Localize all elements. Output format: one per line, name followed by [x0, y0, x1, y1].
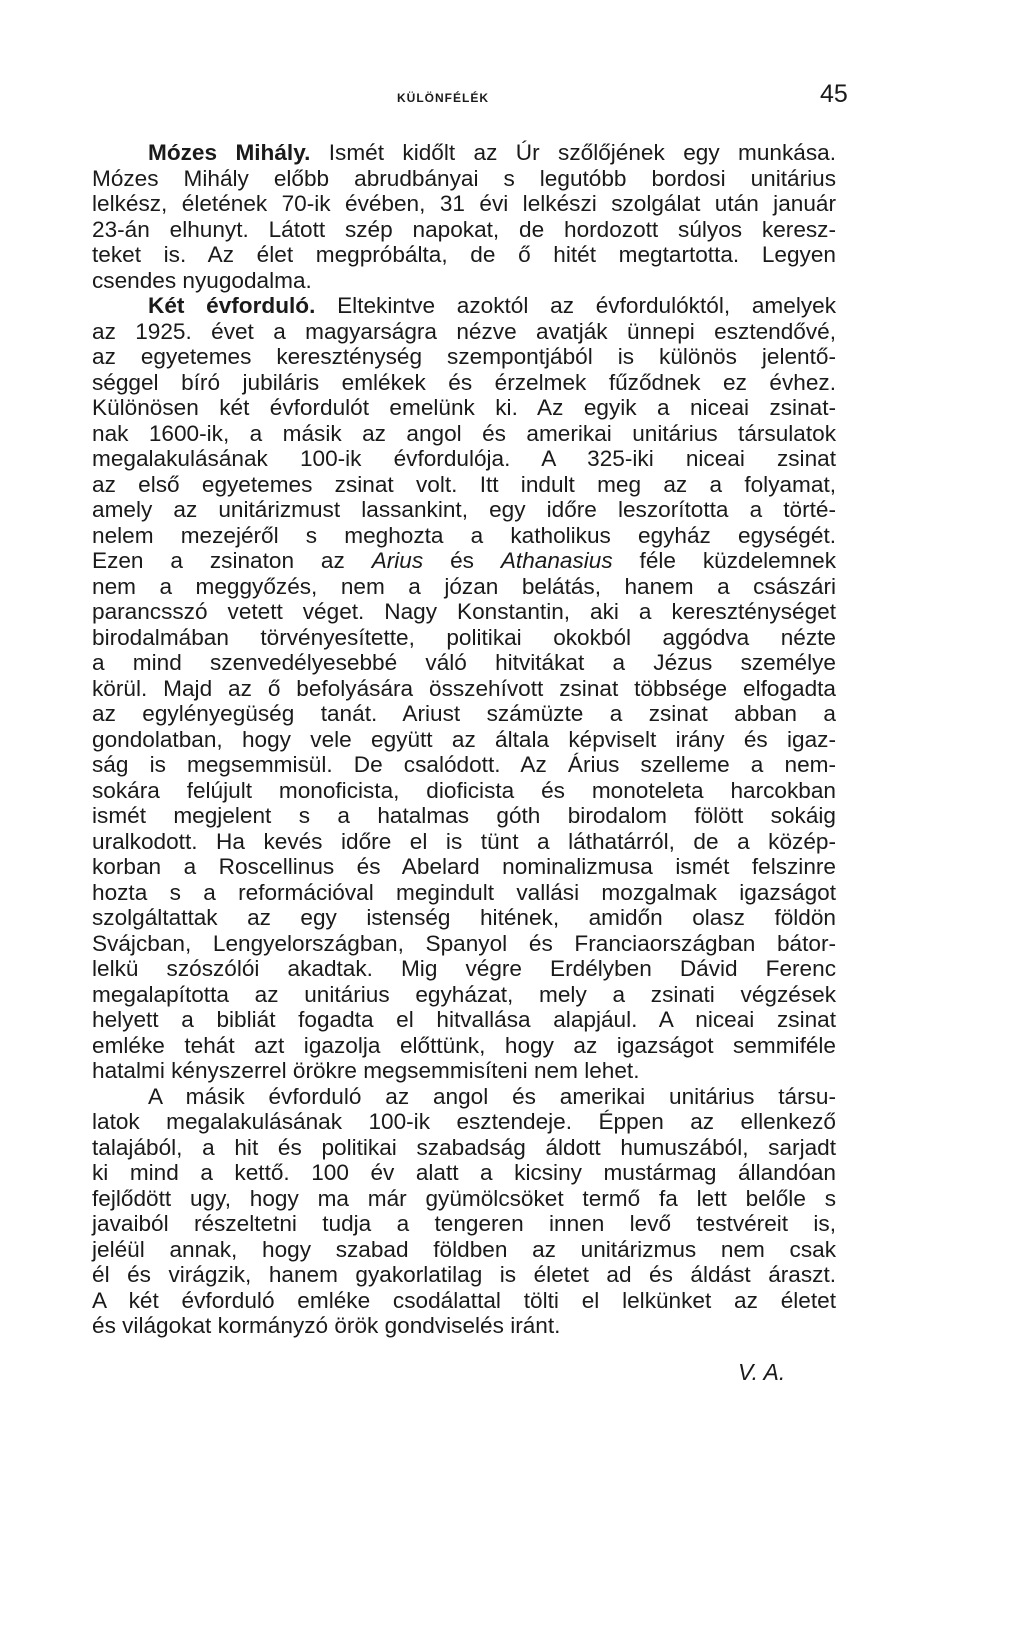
- text-line: az egyetemes kereszténység szempontjából is különös jelentő-: [92, 344, 836, 369]
- author-signature: V. A.: [738, 1359, 786, 1385]
- text-line: uralkodott. Ha kevés időre el is tünt a láthatárról, de a közép-: [92, 828, 836, 854]
- text-line-with-italics: [92, 548, 836, 574]
- text-line: helyett a bibliát fogadta el hitvallása alapjául. A niceai zsinat: [92, 1007, 836, 1032]
- text-line: lelkész, életének 70-ik évében, 31 évi lelkészi szolgálat után január: [92, 191, 836, 216]
- text-line: az 1925. évet a magyarságra nézve avatják ünnepi esztendővé,: [92, 318, 836, 344]
- text-fragment: féle küzdelemnek: [612, 548, 836, 573]
- article-1-text: Ismét kidőlt az Úr szőlőjének egy munkása.: [310, 140, 836, 165]
- article-2-title: Két évforduló.: [148, 293, 316, 318]
- text-line: hozta s a reformációval megindult vallási mozgalmak igazságot: [92, 879, 836, 905]
- text-line: és világokat kormányzó örök gondviselés iránt.: [92, 1313, 561, 1338]
- text-line: séggel bíró jubiláris emlékek és érzelmek fűződnek ez évhez.: [92, 369, 836, 395]
- text-line: nelem mezejéről s meghozta a katholikus egyház egységét.: [92, 522, 836, 548]
- text-line: csendes nyugodalma.: [92, 267, 312, 293]
- text-line: jeléül annak, hogy szabad földben az unitárizmus nem csak: [92, 1236, 836, 1262]
- text-line: A két évforduló emléke csodálattal tölti el lelkünket az életet: [92, 1287, 836, 1313]
- text-line: az első egyetemes zsinat volt. Itt indult meg az a folyamat,: [92, 471, 836, 497]
- text-line: Svájcban, Lengyelországban, Spanyol és Franciaországban bátor-: [92, 930, 836, 956]
- text-line: Mózes Mihály előbb abrudbányai s legutóbb bordosi unitárius: [92, 165, 836, 191]
- page-body: [92, 140, 836, 1339]
- text-line: az egylényegüség tanát. Ariust számüzte a zsinat abban a: [92, 701, 836, 726]
- text-line: megalakulásának 100-ik évfordulója. A 325-iki niceai zsinat: [92, 446, 836, 471]
- italic-name-arius: Arius: [371, 548, 424, 573]
- paragraph-2-first-line: A másik évforduló az angol és amerikai unitárius társu-: [148, 1083, 836, 1109]
- text-line: talajából, a hit és politikai szabadság áldott humuszából, sarjadt: [92, 1134, 836, 1160]
- text-line: ismét megjelent s a hatalmas góth birodalom fölött sokáig: [92, 803, 836, 828]
- text-line: parancsszó vetett véget. Nagy Konstantin, aki a kereszténységet: [92, 599, 836, 624]
- text-line: javaiból részeltetni tudja a tengeren innen levő testvéreit is,: [92, 1211, 836, 1236]
- text-line: korban a Roscellinus és Abelard nominalizmusa ismét felszinre: [92, 854, 836, 879]
- text-line: megalapította az unitárius egyházat, mely a zsinati végzések: [92, 981, 836, 1007]
- text-line: lelkü szószólói akadtak. Mig végre Erdélyben Dávid Ferenc: [92, 956, 836, 981]
- article-1-title: Mózes Mihály.: [148, 140, 311, 165]
- article-2-first-line: [92, 293, 836, 319]
- text-line: ság is megsemmisül. De csalódott. Az Árius szelleme a nem-: [92, 752, 836, 777]
- text-line: amely az unitárizmust lassankint, egy időre leszorította a törté-: [92, 497, 836, 522]
- text-line: latok megalakulásának 100-ik esztendeje. Éppen az ellenkező: [92, 1109, 836, 1134]
- text-line: fejlődött ugy, hogy ma már gyümölcsöket termő fa lett belőle s: [92, 1185, 836, 1211]
- text-line: szolgáltattak az egy istenség hitének, amidőn olasz földön: [92, 905, 836, 930]
- text-line: teket is. Az élet megpróbálta, de ő hitét megtartotta. Legyen: [92, 242, 836, 267]
- text-fragment: Ezen a zsinaton az: [92, 548, 372, 573]
- text-line: 23-án elhunyt. Látott szép napokat, de hordozott súlyos keresz-: [92, 216, 836, 242]
- page-number: 45: [820, 80, 848, 108]
- text-line: a mind szenvedélyesebbé váló hitvitákat a Jézus személye: [92, 650, 836, 675]
- article-2-text: Eltekintve azoktól az évfordulóktól, amelyek: [315, 293, 836, 318]
- text-line: nak 1600-ik, a másik az angol és amerikai unitárius társulatok: [92, 420, 836, 446]
- text-line: sokára felújult monoficista, dioficista és monoteleta harcokban: [92, 777, 836, 803]
- text-line: él és virágzik, hanem gyakorlatilag is életet ad és áldást áraszt.: [92, 1262, 836, 1287]
- text-line: emléke tehát azt igazolja előttünk, hogy az igazságot semmiféle: [92, 1032, 836, 1058]
- text-line: hatalmi kényszerrel örökre megsemmisíteni nem lehet.: [92, 1058, 640, 1083]
- text-line: körül. Majd az ő befolyására összehívott zsinat többsége elfogadta: [92, 675, 836, 701]
- text-line: gondolatban, hogy vele együtt az általa képviselt irány és igaz-: [92, 726, 836, 752]
- text-line: nem a meggyőzés, nem a józan belátás, hanem a császári: [92, 573, 836, 599]
- text-line: birodalmában törvényesítette, politikai okokból aggódva nézte: [92, 624, 836, 650]
- running-head: KÜLÖNFÉLÉK: [397, 91, 489, 105]
- text-fragment: és: [423, 548, 501, 573]
- italic-name-athanasius: Athanasius: [500, 548, 613, 573]
- text-line: ki mind a kettő. 100 év alatt a kicsiny mustármag állandóan: [92, 1160, 836, 1185]
- text-line: Különösen két évfordulót emelünk ki. Az egyik a niceai zsinat-: [92, 395, 836, 420]
- article-1-first-line: [92, 140, 836, 166]
